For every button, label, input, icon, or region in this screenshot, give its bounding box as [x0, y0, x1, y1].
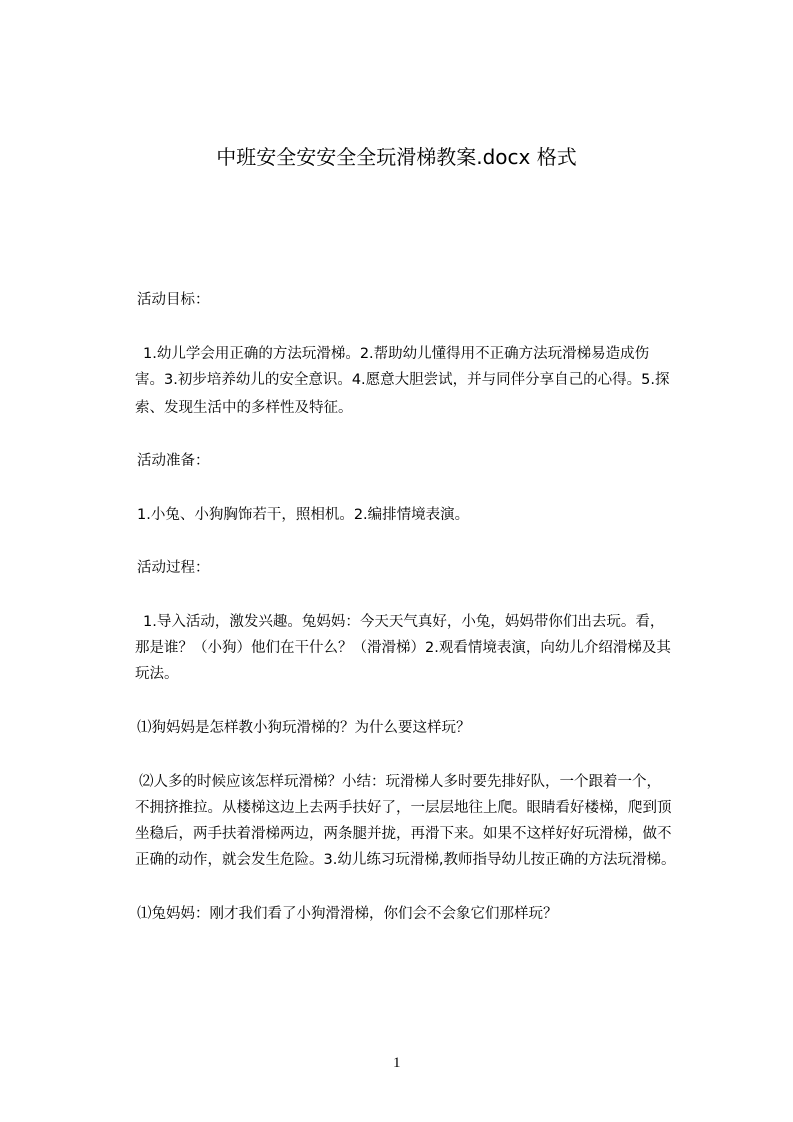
- question-2-line: ⑵人多的时候应该怎样玩滑梯？小结：玩滑梯人多时要先排好队，一个跟着一个，: [139, 774, 661, 790]
- question-2-line: 坐稳后，两手扶着滑梯两边，两条腿并拢，再滑下来。如果不这样好好玩滑梯，做不: [135, 826, 672, 842]
- page-number: 1: [393, 1055, 401, 1071]
- goal-heading: 活动目标：: [137, 292, 210, 308]
- goal-line: 害。3.初步培养幼儿的安全意识。4.愿意大胆尝试，并与同伴分享自己的心得。5.探: [135, 372, 670, 388]
- goal-line: 索、发现生活中的多样性及特征。: [135, 400, 353, 416]
- prep-heading: 活动准备：: [137, 453, 210, 469]
- question-3: ⑴兔妈妈：刚才我们看了小狗滑滑梯，你们会不会象它们那样玩？: [137, 906, 558, 922]
- document-title: 中班安全安安全全玩滑梯教案.docx 格式: [216, 145, 577, 169]
- prep-line: 1.小兔、小狗胸饰若干，照相机。2.编排情境表演。: [137, 507, 470, 523]
- question-2-line: 正确的动作，就会发生危险。3.幼儿练习玩滑梯,教师指导幼儿按正确的方法玩滑梯。: [135, 852, 676, 868]
- question-2-line: 不拥挤推拉。从楼梯这边上去两手扶好了，一层层地往上爬。眼睛看好楼梯，爬到顶: [135, 800, 672, 816]
- process-heading: 活动过程：: [137, 560, 210, 576]
- process-line: 玩法。: [135, 666, 179, 682]
- question-1: ⑴狗妈妈是怎样教小狗玩滑梯的？为什么要这样玩？: [137, 720, 471, 736]
- process-line: 1.导入活动，激发兴趣。兔妈妈：今天天气真好，小兔，妈妈带你们出去玩。看，: [143, 614, 665, 630]
- goal-line: 1.幼儿学会用正确的方法玩滑梯。2.帮助幼儿懂得用不正确方法玩滑梯易造成伤: [143, 346, 650, 362]
- process-line: 那是谁？（小狗）他们在干什么？（滑滑梯）2.观看情境表演，向幼儿介绍滑梯及其: [135, 640, 671, 656]
